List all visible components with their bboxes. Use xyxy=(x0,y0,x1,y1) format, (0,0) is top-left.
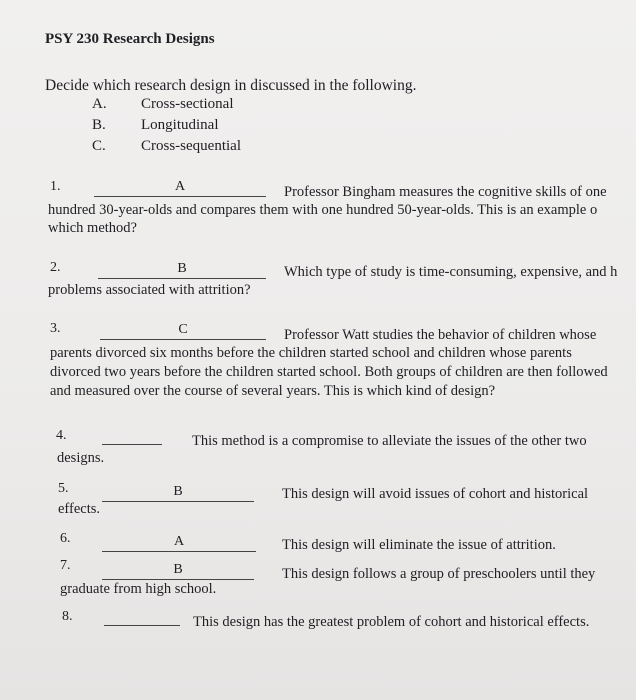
option-letter-c: C. xyxy=(92,138,106,154)
question-5-line-1: This design will avoid issues of cohort and historical xyxy=(282,486,589,502)
option-letter-b: B. xyxy=(92,117,106,133)
question-6-answer-blank[interactable] xyxy=(102,532,256,552)
question-7-answer-blank[interactable] xyxy=(102,560,254,580)
question-2-answer-blank[interactable] xyxy=(98,259,266,279)
question-5-line-2: effects. xyxy=(58,501,100,517)
question-5-number: 5. xyxy=(58,481,69,496)
question-2-line-2: problems associated with attrition? xyxy=(48,282,251,298)
question-3-line-1: Professor Watt studies the behavior of children whose xyxy=(284,327,597,343)
question-1-number: 1. xyxy=(50,179,61,194)
question-3-answer-blank[interactable] xyxy=(100,320,266,340)
question-2-number: 2. xyxy=(50,260,61,275)
question-3-number: 3. xyxy=(50,321,61,336)
question-8-answer-blank[interactable] xyxy=(104,608,180,631)
question-3-line-2: parents divorced six months before the children started school and children whose parents xyxy=(50,345,572,361)
option-text-c: Cross-sequential xyxy=(141,138,241,154)
question-1-line-2: hundred 30-year-olds and compares them with one hundred 50-year-olds. This is an example o xyxy=(48,202,598,218)
question-6-line-1: This design will eliminate the issue of attrition. xyxy=(282,537,556,553)
question-1-answer-blank[interactable] xyxy=(94,177,266,197)
option-letter-a: A. xyxy=(92,96,107,112)
question-3-line-4: and measured over the course of several years. This is which kind of design? xyxy=(50,383,496,399)
question-6-number: 6. xyxy=(60,531,71,546)
question-6-answer: A xyxy=(102,534,256,552)
question-3-line-3: divorced two years before the children started school. Both groups of children are then followed xyxy=(50,364,608,380)
question-7-line-1: This design follows a group of preschoolers until they xyxy=(282,566,596,582)
question-4-number: 4. xyxy=(56,428,67,443)
page-title: PSY 230 Research Designs xyxy=(45,31,215,47)
question-7-line-2: graduate from high school. xyxy=(60,581,217,597)
question-8-line-1: This design has the greatest problem of cohort and historical effects. xyxy=(193,614,590,630)
question-1-answer: A xyxy=(94,179,266,197)
question-1-line-1: Professor Bingham measures the cognitive skills of one xyxy=(284,184,607,200)
question-2-answer: B xyxy=(98,261,266,279)
question-7-answer: B xyxy=(102,562,254,580)
option-text-b: Longitudinal xyxy=(141,117,219,133)
question-5-answer-blank[interactable] xyxy=(102,482,254,502)
question-1-line-3: which method? xyxy=(48,220,137,236)
question-5-answer: B xyxy=(102,484,254,502)
question-4-answer xyxy=(102,427,162,445)
question-7-number: 7. xyxy=(60,558,71,573)
question-8-number: 8. xyxy=(62,609,73,624)
option-text-a: Cross-sectional xyxy=(141,96,234,112)
question-8-answer xyxy=(104,608,180,626)
question-4-answer-blank[interactable] xyxy=(102,427,162,450)
question-2-line-1: Which type of study is time-consuming, expensive, and h xyxy=(284,264,618,280)
question-3-answer: C xyxy=(100,322,266,340)
instructions: Decide which research design in discussed in the following. xyxy=(45,77,417,94)
question-4-line-2: designs. xyxy=(57,450,105,466)
question-4-line-1: This method is a compromise to alleviate the issues of the other two xyxy=(192,433,587,449)
